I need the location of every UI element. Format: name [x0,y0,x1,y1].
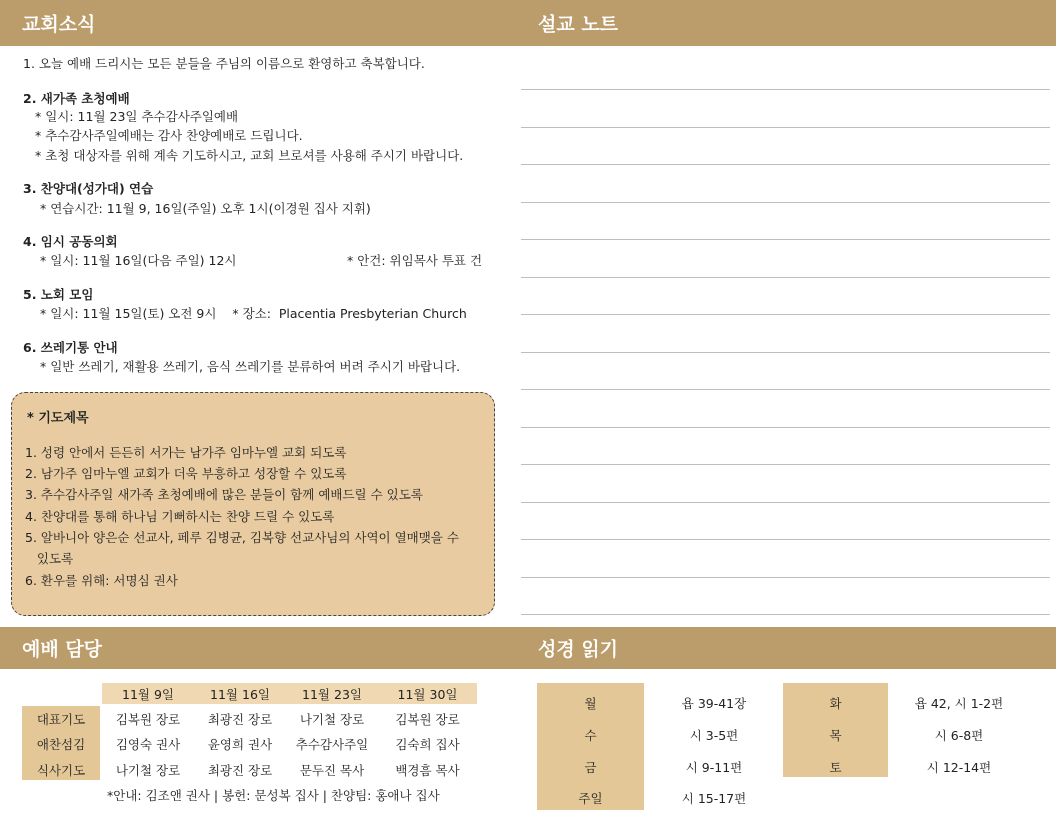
worship-roles-header: 예배 담당 [22,638,103,661]
news-item-2-line: * 초청 대상자를 위해 계속 기도하시고, 교회 브로셔를 사용해 주시기 바랍니다. [35,148,464,163]
prayer-item: 3. 추수감사주일 새가족 초청예배에 많은 분들이 함께 예배드릴 수 있도록 [25,487,423,502]
role-label: 대표기도 [36,712,86,727]
prayer-item: 4. 찬양대를 통해 하나님 기뻐하시는 찬양 드릴 수 있도록 [25,509,335,524]
bible-day: 화 [829,696,842,711]
bible-day: 월 [584,696,597,711]
note-line [521,127,1050,128]
news-item-3-title: 3. 찬양대(성가대) 연습 [23,181,154,196]
news-item-1: 1. 오늘 예배 드리시는 모든 분들을 주님의 이름으로 환영하고 축복합니다. [23,56,425,71]
date-header: 11월 16일 [210,687,270,702]
note-line [521,427,1050,428]
role-cell: 나기철 장로 [299,712,365,727]
news-item-2-line: * 추수감사주일예배는 감사 찬양예배로 드립니다. [35,128,303,143]
note-line [521,502,1050,503]
note-line [521,277,1050,278]
role-cell: 문두진 목사 [299,763,365,778]
role-cell: 김복원 장로 [395,712,460,727]
role-cell: 윤영희 권사 [207,737,273,752]
news-item-4-line: * 일시: 11월 16일(다음 주일) 12시 [40,253,237,268]
news-item-5-title: 5. 노회 모임 [23,287,94,302]
prayer-title: * 기도제목 [27,411,89,426]
date-header: 11월 23일 [302,687,362,702]
news-item-4-agenda: * 안건: 위임목사 투표 건 [347,253,483,268]
role-cell: 추수감사주일 [295,737,369,752]
roles-header-bar [0,627,1056,669]
note-line [521,614,1050,615]
news-header: 교회소식 [22,13,96,36]
news-header-bar [0,0,1056,46]
note-line [521,389,1050,390]
note-line [521,164,1050,165]
roles-footnote: *안내: 김조앤 권사 | 봉헌: 문성복 집사 | 찬양팀: 홍애나 집사 [107,788,440,803]
date-header: 11월 9일 [122,687,174,702]
bible-day: 주일 [578,791,603,806]
news-item-2-line: * 일시: 11월 23일 추수감사주일예배 [35,109,239,124]
role-cell: 김복원 장로 [115,712,181,727]
note-line [521,314,1050,315]
role-cell: 최광진 장로 [207,712,273,727]
prayer-item: 1. 성령 안에서 든든히 서가는 남가주 임마누엘 교회 되도록 [25,445,347,460]
bible-day: 토 [829,760,842,775]
note-line [521,202,1050,203]
date-header: 11월 30일 [397,687,458,702]
bible-passage: 욥 42, 시 1-2편 [914,696,1004,711]
note-line [521,577,1050,578]
prayer-box [11,392,495,616]
sermon-note-header: 설교 노트 [538,13,619,36]
prayer-item: 6. 환우를 위해: 서명심 권사 [25,573,178,588]
note-line [521,539,1050,540]
bible-day: 목 [829,728,842,743]
bible-passage: 시 6-8편 [934,728,984,743]
bible-reading-header: 성경 읽기 [538,638,619,661]
note-line [521,464,1050,465]
role-cell: 최광진 장로 [207,763,273,778]
news-item-6-line: * 일반 쓰레기, 재활용 쓰레기, 음식 쓰레기를 분류하여 버려 주시기 바랍니다. [40,359,461,374]
bible-passage: 시 12-14편 [926,760,992,775]
role-cell: 백경흠 목사 [395,763,460,778]
news-item-6-title: 6. 쓰레기통 안내 [23,340,118,355]
news-item-4-title: 4. 임시 공동의회 [23,234,118,249]
note-line [521,239,1050,240]
prayer-item: 있도록 [25,551,74,566]
bible-passage: 시 15-17편 [681,791,747,806]
note-line [521,89,1050,90]
news-item-2-title: 2. 새가족 초청예배 [23,91,130,106]
bible-passage: 시 9-11편 [685,760,743,775]
news-item-3-line: * 연습시간: 11월 9, 16일(주일) 오후 1시(이경원 집사 지휘) [40,201,371,216]
prayer-item: 5. 알바니아 양은순 선교사, 페루 김병균, 김복향 선교사님의 사역이 열매맺을 수 [25,530,459,545]
bible-day: 금 [584,760,597,775]
news-item-5-line: * 일시: 11월 15일(토) 오전 9시 * 장소: Placentia Presbyterian Church [40,306,467,321]
role-label: 식사기도 [36,763,86,778]
role-label: 애찬섬김 [36,737,86,752]
prayer-item: 2. 남가주 임마누엘 교회가 더욱 부흥하고 성장할 수 있도록 [25,466,347,481]
bible-day: 수 [584,728,597,743]
role-cell: 나기철 장로 [115,763,181,778]
role-cell: 김영숙 권사 [115,737,181,752]
note-line [521,352,1050,353]
bible-passage: 시 3-5편 [689,728,739,743]
role-cell: 김숙희 집사 [395,737,460,752]
bible-passage: 욥 39-41장 [681,696,747,711]
